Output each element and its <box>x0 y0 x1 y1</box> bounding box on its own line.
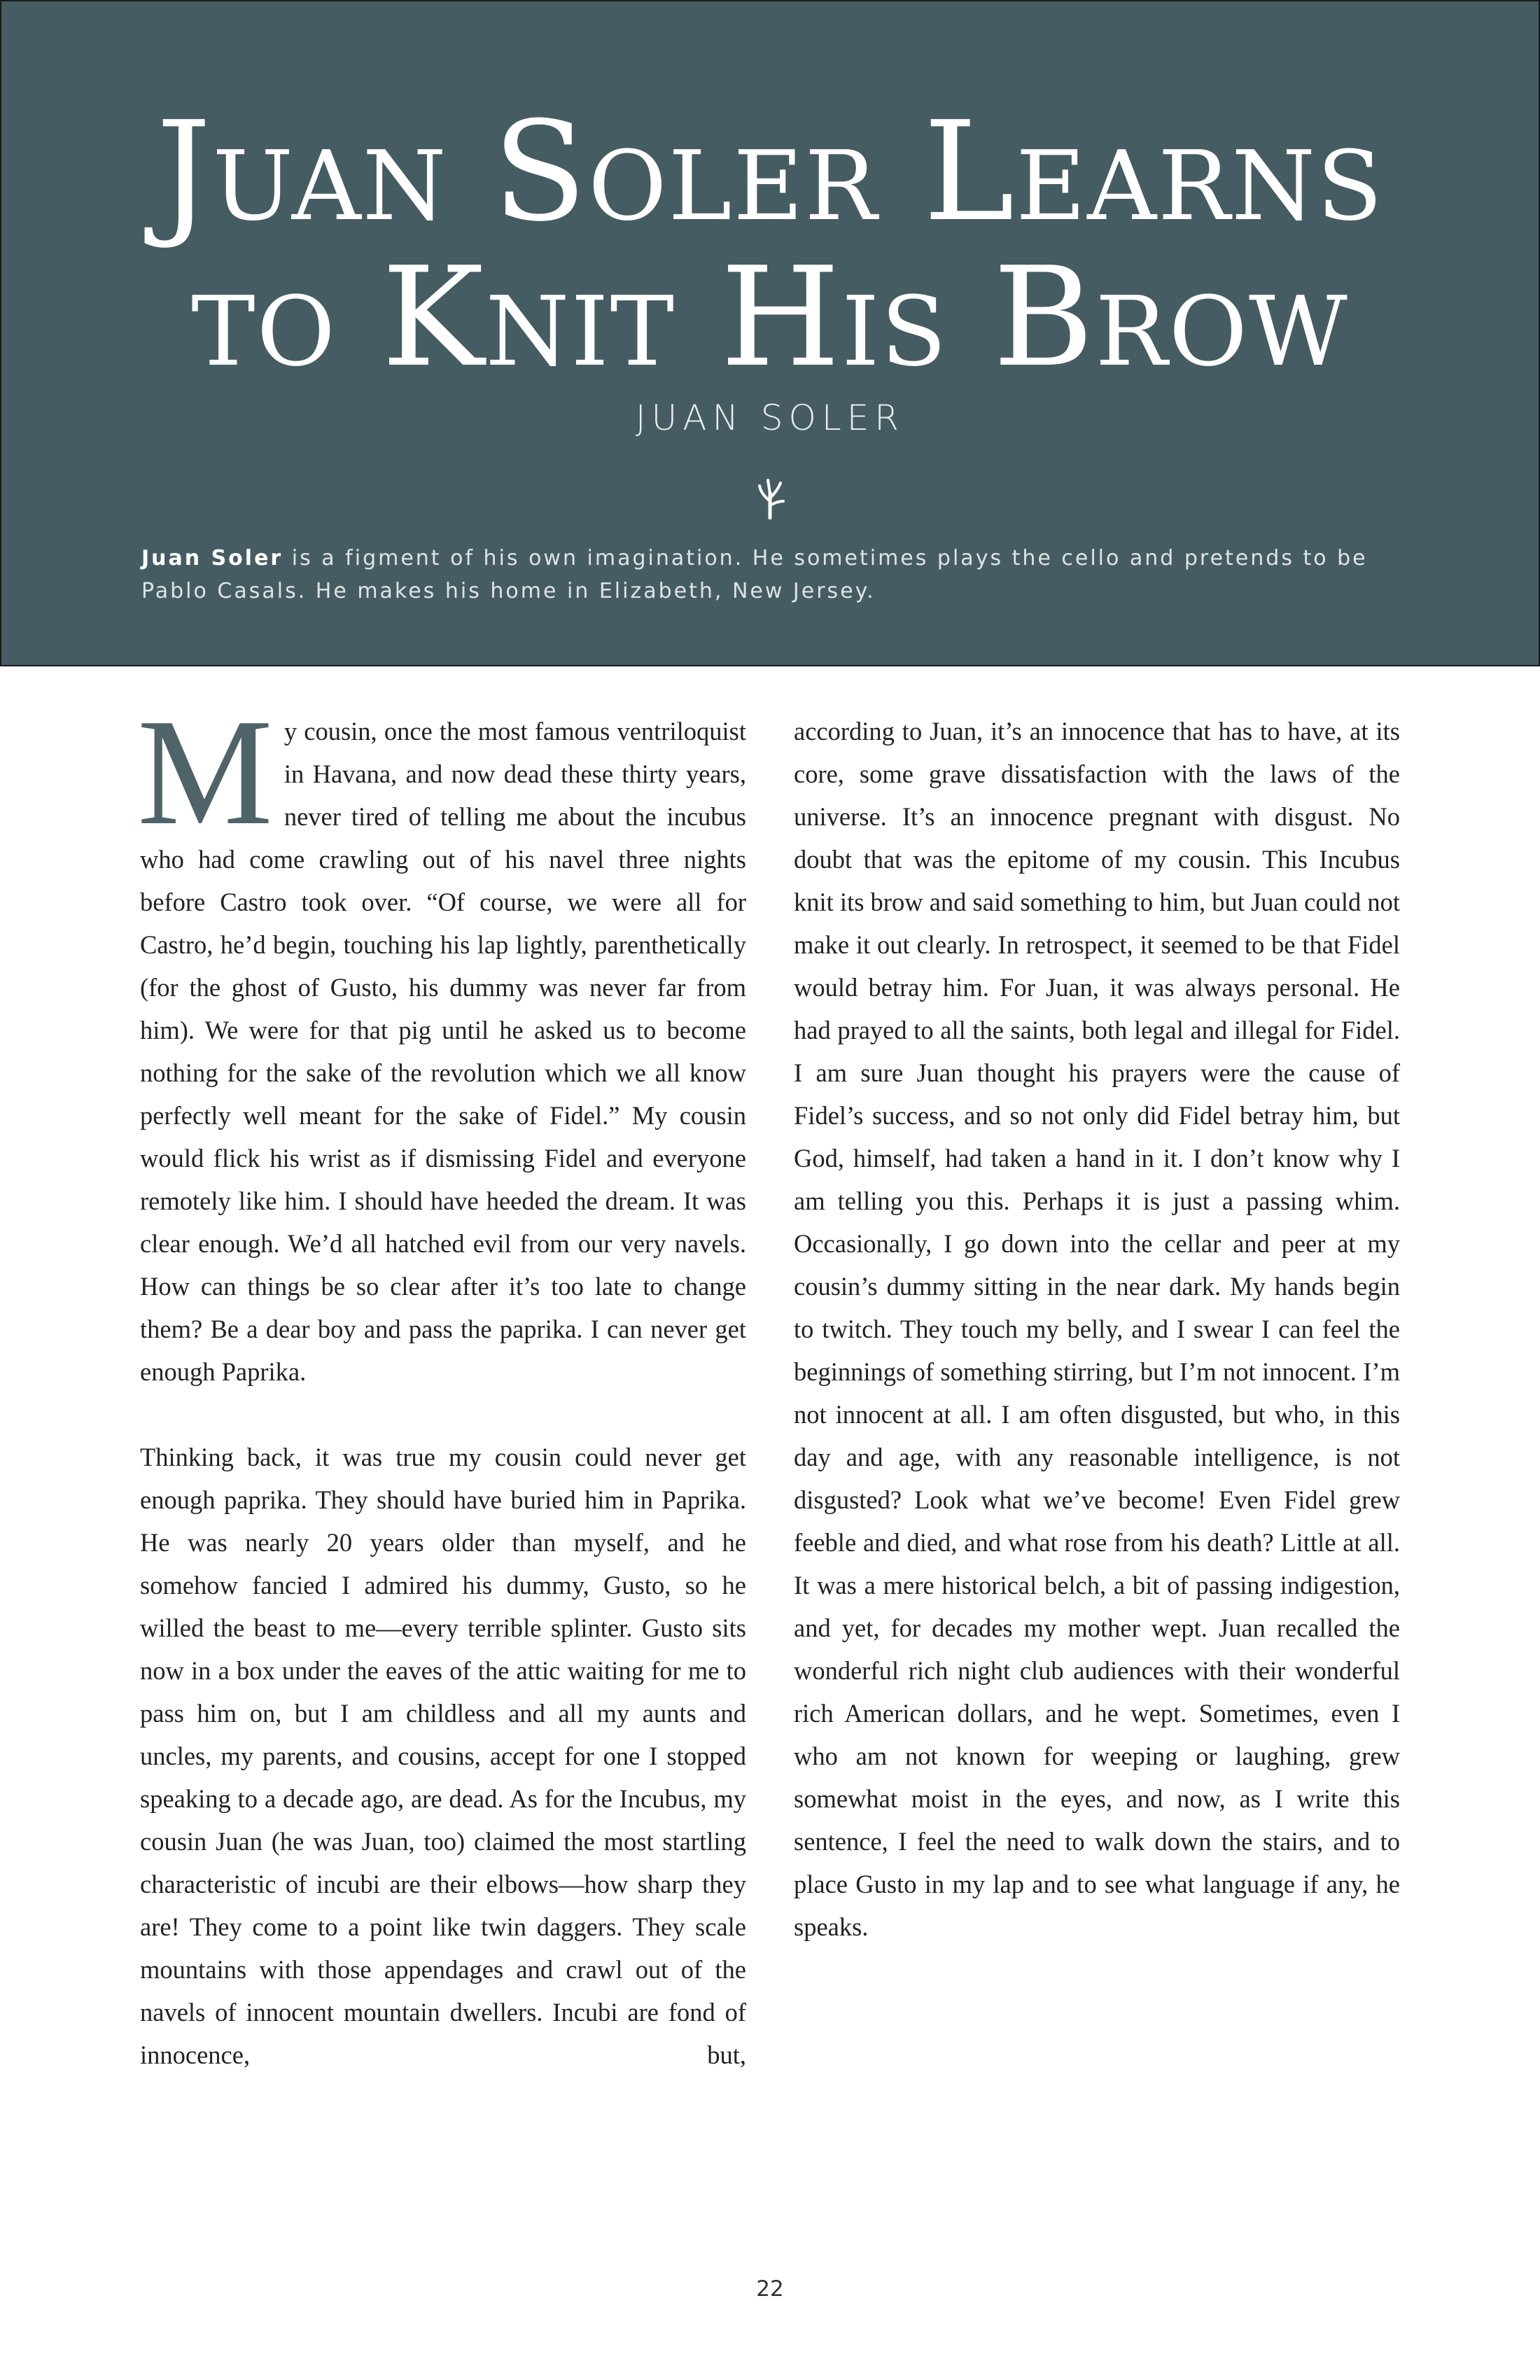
bio-author-name: Juan Soler <box>141 546 284 570</box>
header-banner <box>0 0 1540 666</box>
bio-text: is a figment of his own imagination. He sometimes plays the cello and pretends to be Pablo Casals. He makes his home in Elizabeth, New Jersey. <box>141 546 1368 603</box>
page-title <box>1 92 1539 398</box>
paragraph-2: Thinking back, it was true my cousin could never get enough paprika. They should have buried him in Paprika. He was nearly 20 years older than myself, and he somehow fancied I admired his dummy, Gusto, so he willed the beast to me—every terrible splinter. Gusto sits now in a box under the eaves of the attic waiting for me to pass him on, but I am childless and all my aunts and uncles, my parents, and cousins, accept for one I stopped speaking to a decade ago, are dead. As for the Incubus, my cousin Juan (he was Juan, too) claimed the most startling characteristic of incubi are their elbows—how sharp they are! They come to a point like twin daggers. They scale mountains with those appendages and crawl out of the navels of innocent mountain dwellers. Incubi are fond of innocence, but, <box>140 1443 746 2069</box>
author-bio <box>141 542 1401 608</box>
title-line-2: to Knit His Brow <box>191 238 1349 398</box>
page-number: 22 <box>756 2276 784 2302</box>
paragraph-1: y cousin, once the most famous ventriloquist in Havana, and now dead these thirty years, never tired of telling me about the incubus who had come crawling out of his navel three nights before Castro took over. “Of course, we were all for Castro, he’d begin, touching his lap lightly, parenthetically (for the ghost of Gusto, his dummy was never far from him). We were for that pig until he asked us to become nothing for the sake of the revolution which we all know perfectly well meant for the sake of Fidel.” My cousin would flick his wrist as if dismissing Fidel and everyone remotely like him. I should have heeded the dream. It was clear enough. We’d all hatched evil from our very navels. How can things be so clear after it’s too late to change them? Be a dear boy and pass the paprika. I can never get enough Paprika. <box>140 717 746 1386</box>
drop-cap: M <box>137 688 273 857</box>
title-line-1: Juan Soler Learns <box>156 92 1384 252</box>
author-name: JUAN SOLER <box>635 398 905 438</box>
paragraph-3: according to Juan, it’s an innocence that has to have, at its core, some grave dissatisfaction with the laws of the universe. It’s an innocence pregnant with disgust. No doubt that was the epitome of my cousin. This Incubus knit its brow and said something to him, but Juan could not make it out clearly. In retrospect, it seemed to be that Fidel would betray him. For Juan, it was always personal. He had prayed to all the saints, both legal and illegal for Fidel. I am sure Juan thought his prayers were the cause of Fidel’s success, and so not only did Fidel betray him, but God, himself, had taken a hand in it. I don’t know why I am telling you this. Perhaps it is just a passing whim. Occasionally, I go down into the cellar and peer at my cousin’s dummy sitting in the near dark. My hands begin to twitch. They touch my belly, and I swear I can feel the beginnings of something stirring, but I’m not innocent. I’m not innocent at all. I am often disgusted, but who, in this day and age, with any reasonable intelligence, is not disgusted? Look what we’ve become! Even Fidel grew feeble and died, and what rose from his death? Little at all. It was a mere historical belch, a bit of passing indigestion, and yet, for decades my mother wept. Juan recalled the wonderful rich night club audiences with their wonderful rich American dollars, and he wept. Sometimes, even I who am not known for weeping or laughing, grew somewhat moist in the eyes, and now, as I write this sentence, I feel the need to walk down the stairs, and to place Gusto in my lap and to see what language if any, he speaks. <box>794 717 1400 1941</box>
left-column <box>137 688 746 2076</box>
paragraph-gap <box>140 1393 746 1436</box>
right-column <box>794 710 1400 1948</box>
sprig-icon <box>752 477 788 519</box>
